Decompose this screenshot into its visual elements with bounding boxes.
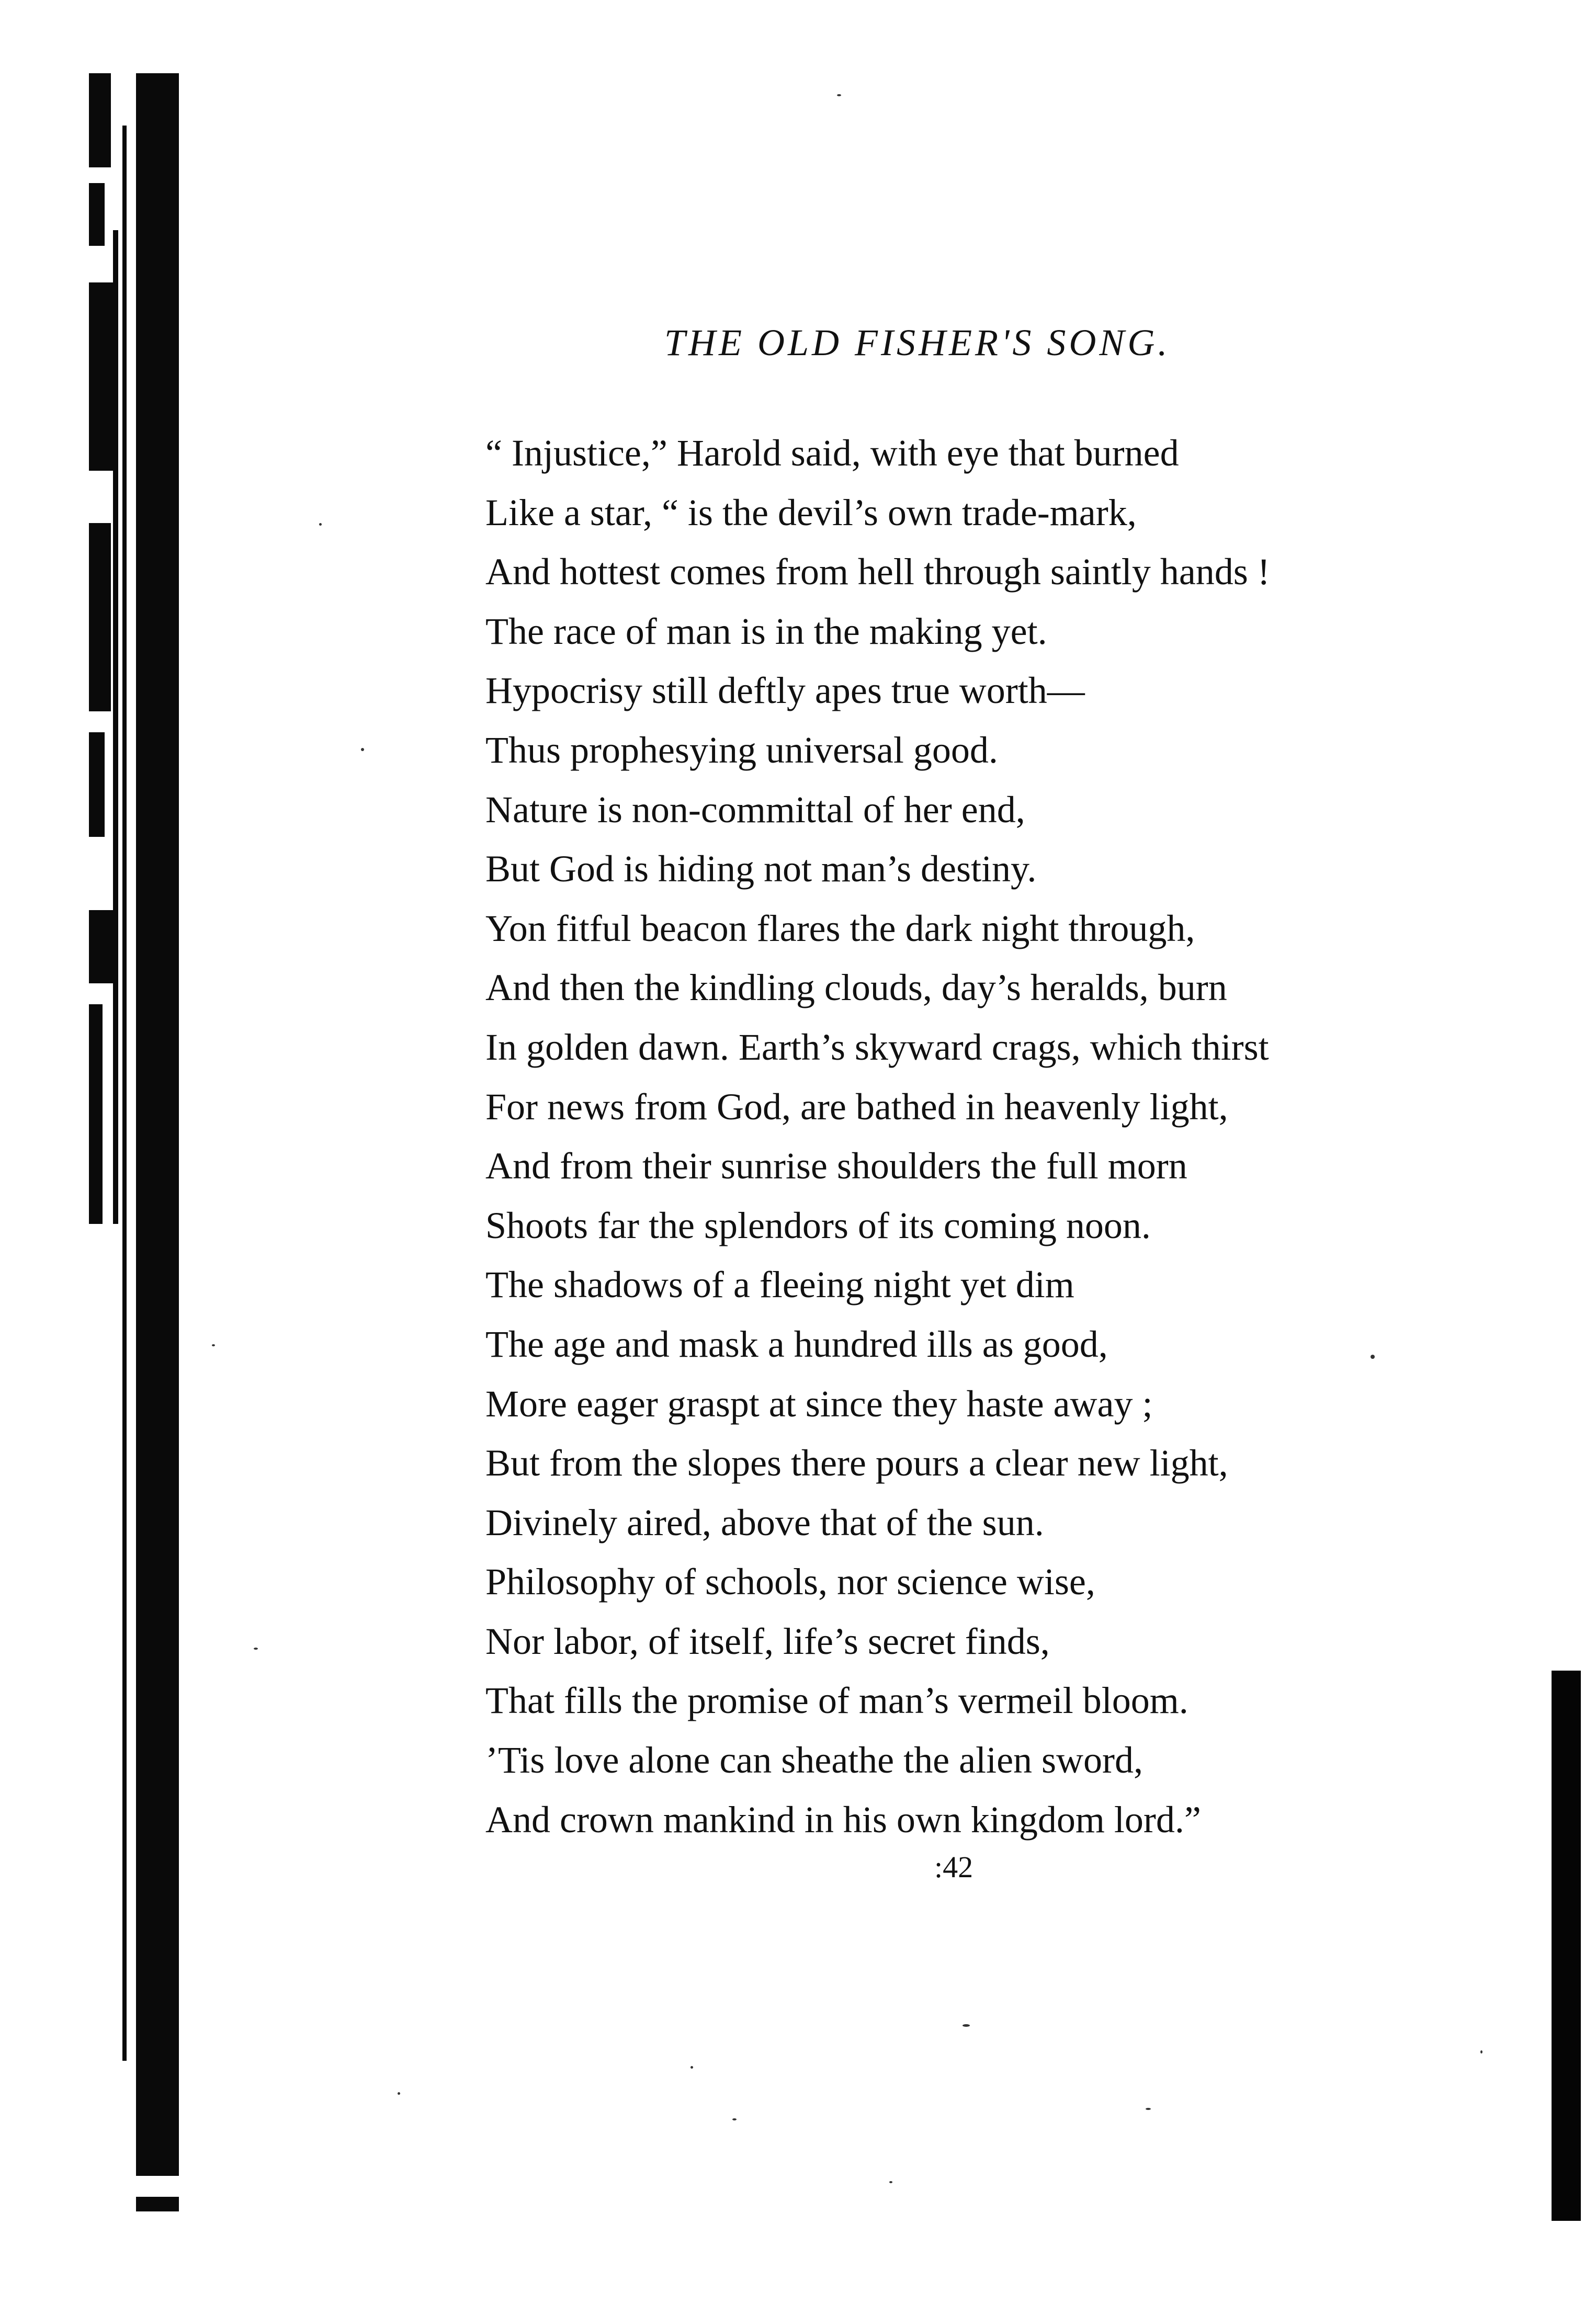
scan-speck (732, 2118, 737, 2120)
poem-line: More eager graspt at since they haste away ; (485, 1382, 1153, 1425)
poem-line: Divinely aired, above that of the sun. (485, 1501, 1044, 1544)
scan-speck (398, 2092, 400, 2095)
scan-speck (963, 2024, 970, 2027)
binding-band (89, 732, 105, 837)
binding-band (89, 282, 113, 471)
binding-band (122, 126, 127, 2061)
scan-speck (1146, 2108, 1151, 2110)
poem-line: Nature is non-committal of her end, (485, 788, 1025, 831)
poem-line: But God is hiding not man’s destiny. (485, 848, 1037, 890)
scanner-edge-strip (1552, 1671, 1581, 2221)
binding-edge (78, 73, 183, 2218)
poem-line: ’Tis love alone can sheathe the alien sword, (485, 1739, 1144, 1781)
poem-line: And hottest comes from hell through saintly hands ! (485, 551, 1270, 593)
scan-speck (1480, 2050, 1482, 2053)
binding-band (89, 523, 111, 711)
poem-line: Nor labor, of itself, life’s secret finds, (485, 1620, 1050, 1662)
running-head: THE OLD FISHER'S SONG. (664, 322, 1171, 364)
binding-band (136, 73, 179, 2103)
poem-line: Shoots far the splendors of its coming noon. (485, 1204, 1151, 1246)
poem-line: But from the slopes there pours a clear new light, (485, 1442, 1228, 1484)
page-number: :42 (934, 1850, 974, 1884)
poem-line: Like a star, “ is the devil’s own trade-mark, (485, 491, 1137, 534)
poem-line: “ Injustice,” Harold said, with eye that burned (485, 432, 1179, 474)
binding-band (89, 73, 111, 167)
poem-line: That fills the promise of man’s vermeil bloom. (485, 1679, 1188, 1722)
poem-line: Hypocrisy still deftly apes true worth— (485, 669, 1085, 712)
binding-band (136, 2197, 179, 2211)
poem-line: Thus prophesying universal good. (485, 729, 998, 771)
poem-line: The age and mask a hundred ills as good, (485, 1323, 1108, 1365)
poem-line: Philosophy of schools, nor science wise, (485, 1561, 1095, 1603)
poem-line: And then the kindling clouds, day’s heralds, burn (485, 967, 1227, 1009)
scan-speck (212, 1344, 215, 1346)
poem-body (485, 424, 1511, 1849)
scan-speck (691, 2066, 693, 2069)
poem-line: The shadows of a fleeing night yet dim (485, 1264, 1074, 1306)
poem-line: And from their sunrise shoulders the full morn (485, 1145, 1187, 1187)
binding-band (136, 2040, 179, 2176)
binding-band (113, 230, 118, 1224)
binding-band (89, 910, 113, 983)
scan-speck (837, 94, 841, 96)
poem-line: The race of man is in the making yet. (485, 610, 1047, 652)
poem-line: And crown mankind in his own kingdom lord.” (485, 1798, 1201, 1841)
scan-speck (1371, 1355, 1375, 1359)
poem-line: For news from God, are bathed in heavenly light, (485, 1085, 1228, 1128)
scan-speck (361, 748, 364, 751)
scan-speck (889, 2181, 892, 2183)
poem-line: In golden dawn. Earth’s skyward crags, which thirst (485, 1026, 1269, 1068)
binding-band (89, 183, 105, 246)
binding-band (89, 1004, 103, 1224)
poem-line: Yon fitful beacon flares the dark night through, (485, 907, 1195, 949)
scan-speck (319, 523, 322, 526)
scan-speck (254, 1648, 258, 1650)
